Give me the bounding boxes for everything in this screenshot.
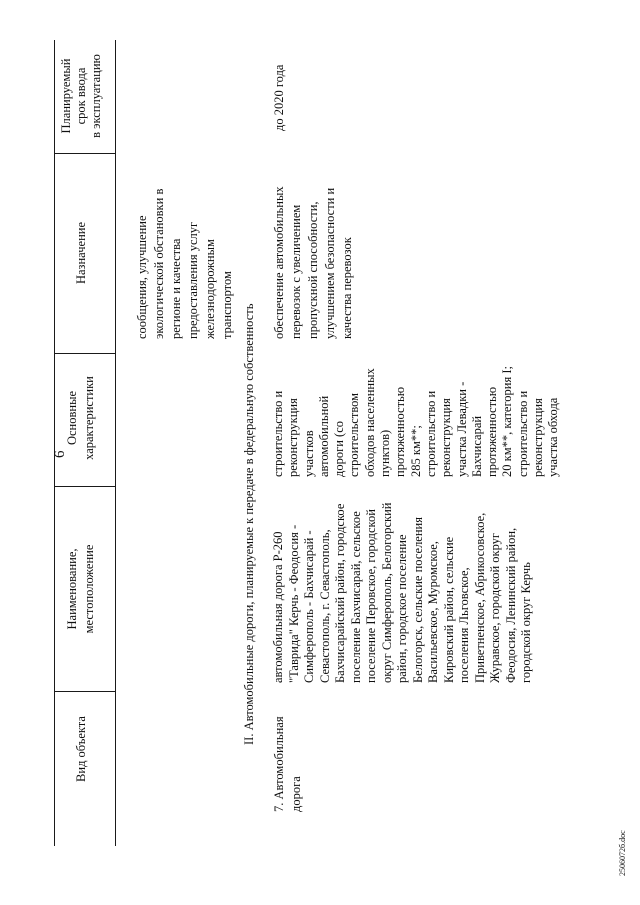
purpose-line: перевозок с увеличением xyxy=(289,204,303,339)
char-line: реконструкция xyxy=(531,398,546,477)
table-top-border xyxy=(54,40,55,846)
header-name-location-l1: Наименование, xyxy=(65,548,79,630)
row-7-purpose xyxy=(271,186,356,339)
file-name: 2506072б.doc xyxy=(618,830,627,876)
continued-line: экологической обстановки в xyxy=(152,188,166,339)
name-line: поселения Льговское, xyxy=(457,567,471,683)
name-line: Бахчисарайский район, городское xyxy=(333,503,347,683)
name-line: автомобильная дорога Р-260 xyxy=(271,531,285,683)
continued-line: регионе и качества xyxy=(169,238,183,339)
row-7-characteristics xyxy=(271,366,562,477)
char-line: автомобильной xyxy=(316,395,331,477)
row-7-object-type-l2: дорога xyxy=(289,776,303,812)
purpose-line: качества перевозок xyxy=(340,237,354,339)
page-number: 6 xyxy=(52,450,68,458)
char-line: обходов населенных xyxy=(362,368,377,477)
header-planned-date-l1: Планируемый xyxy=(59,58,73,134)
row-7-planned-date: до 2020 года xyxy=(272,64,286,131)
header-name-location xyxy=(64,534,98,644)
header-purpose-text: Назначение xyxy=(74,222,88,285)
char-line: протяженностью xyxy=(393,386,408,477)
char-line: строительством xyxy=(347,392,362,477)
continued-purpose-text xyxy=(134,189,236,339)
name-line: Приветненское, Абрикосовское, xyxy=(472,512,487,683)
name-line: городской округ Керчь xyxy=(519,562,533,683)
col-divider-2 xyxy=(54,486,115,487)
header-object-type xyxy=(73,690,90,808)
header-planned-date-l3: в эксплуатацию xyxy=(89,54,103,138)
purpose-line: обеспечение автомобильных xyxy=(272,186,286,339)
name-line: Кировский район, сельские xyxy=(441,536,456,683)
row-7-object-type xyxy=(271,716,305,812)
name-line: Белогорск, сельские поселения xyxy=(410,517,425,683)
name-line: поселение Бахчисарай, сельское xyxy=(348,511,363,683)
char-line: строительство и xyxy=(515,390,530,477)
char-line: реконструкция xyxy=(439,398,454,477)
name-line: поселение Перовское, городской xyxy=(364,509,378,683)
header-name-location-l2: местоположение xyxy=(82,544,96,634)
section-title: II. Автомобильные дороги, планируемые к передаче в федеральную собственность xyxy=(242,303,256,745)
char-line: строительство и xyxy=(271,390,285,477)
name-line: Симферополь - Бахчисарай - xyxy=(302,530,316,683)
name-line: район, городское поселение xyxy=(395,534,409,683)
header-purpose xyxy=(73,203,90,303)
char-line: протяженностью xyxy=(485,386,500,477)
char-line: дороги (со xyxy=(332,420,347,477)
continued-line: сообщения, улучшение xyxy=(135,215,149,339)
header-object-type-text: Вид объекта xyxy=(74,716,88,782)
purpose-line: пропускной способности, xyxy=(306,201,320,339)
header-characteristics-l1: Основные xyxy=(65,390,79,446)
row-7-object-type-l1: 7. Автомобильная xyxy=(272,716,286,812)
continued-line: предоставления услуг xyxy=(186,221,200,339)
name-line: Феодосия, Ленинский район, xyxy=(503,527,518,683)
header-characteristics xyxy=(64,368,98,468)
purpose-line: улучшением безопасности и xyxy=(323,187,337,339)
continued-line: транспортом xyxy=(220,271,234,339)
row-7-name-location xyxy=(271,503,535,684)
name-line: округ Симферополь, Белогорский xyxy=(379,502,394,683)
char-line: строительство и xyxy=(423,390,438,477)
col-divider-3 xyxy=(54,353,115,354)
char-line: 285 км**; xyxy=(408,425,423,477)
char-line: Бахчисарай xyxy=(469,415,484,477)
char-line: пунктов) xyxy=(378,429,393,477)
char-line: участка Левадки - xyxy=(454,381,469,477)
name-line: Васильевское, Муромское, xyxy=(426,541,440,683)
char-line: участка обхода xyxy=(546,397,561,477)
char-line: 20 км**, категория I; xyxy=(500,366,515,477)
name-line: "Таврида" Керчь - Феодосия - xyxy=(286,524,301,683)
header-planned-date-l2: срок ввода xyxy=(74,67,88,125)
col-divider-4 xyxy=(54,153,115,154)
name-line: Севастополь, г. Севастополь, xyxy=(317,529,332,683)
continued-line: железнодорожным xyxy=(203,239,217,339)
name-line: Журавское, городской округ xyxy=(488,532,502,683)
char-line: реконструкция xyxy=(286,398,301,477)
char-line: участков xyxy=(301,430,316,477)
header-planned-date xyxy=(59,45,104,147)
header-characteristics-l2: характеристики xyxy=(82,376,96,460)
header-separator xyxy=(115,40,116,846)
